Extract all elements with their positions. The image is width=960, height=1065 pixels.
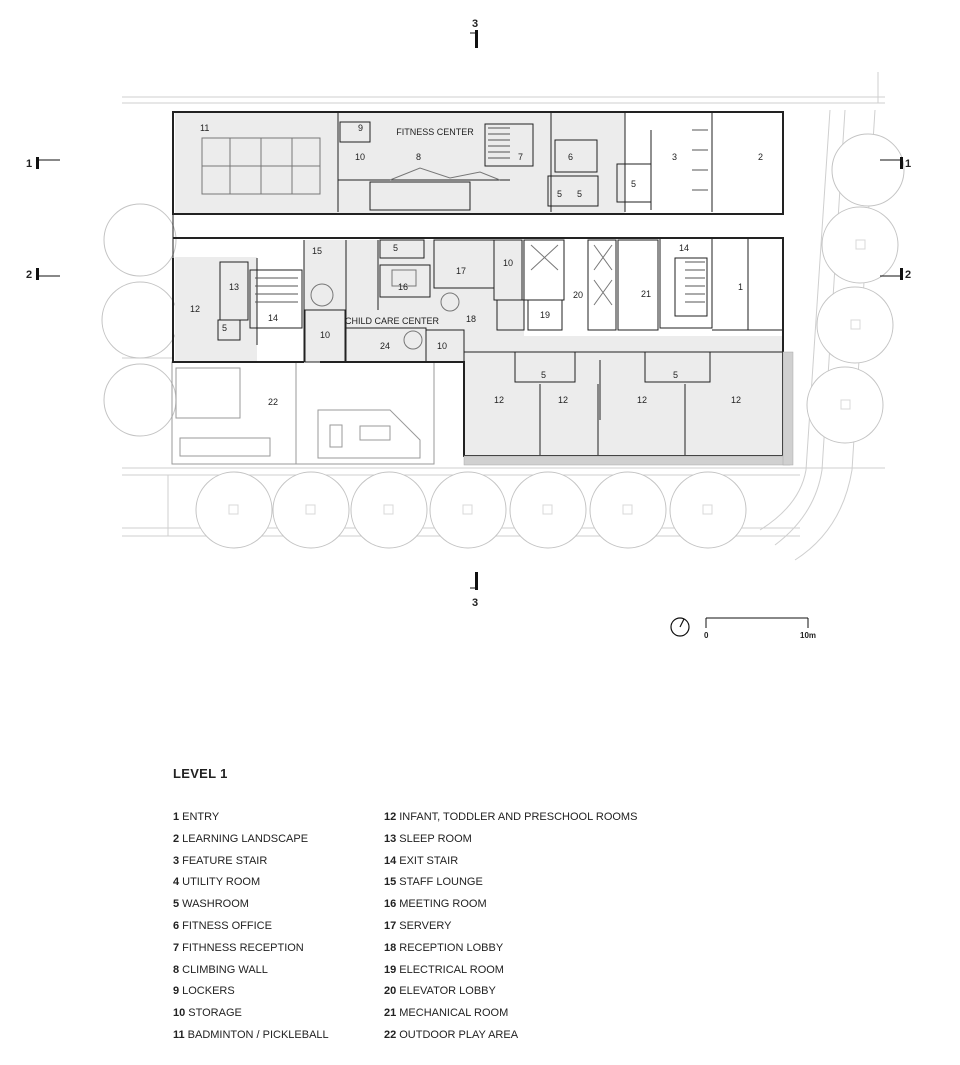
legend-item-number: 21	[384, 1007, 397, 1020]
legend-item-number: 3	[173, 854, 180, 867]
legend-item-label: CLIMBING WALL	[182, 963, 268, 976]
legend-item	[384, 963, 637, 985]
legend-item	[173, 1006, 329, 1028]
legend-item-label: FITHNESS RECEPTION	[182, 941, 304, 954]
room-number: 17	[456, 266, 467, 276]
legend-item-number: 9	[173, 985, 180, 998]
legend-item-label: MEETING ROOM	[399, 898, 487, 911]
room-number: 18	[466, 314, 477, 324]
legend-item-number: 13	[384, 832, 397, 845]
legend-item-number: 19	[384, 963, 397, 976]
legend-item-number: 15	[384, 876, 397, 889]
legend-item	[173, 832, 329, 854]
room-number: 10	[437, 341, 448, 351]
legend-item-number: 6	[173, 919, 180, 932]
legend-item	[173, 810, 329, 832]
room-number: 5	[673, 370, 679, 380]
legend-item-number: 11	[173, 1028, 185, 1041]
room-number: 12	[637, 395, 648, 405]
room-number: 5	[393, 243, 399, 253]
tree-row-west	[102, 204, 178, 436]
legend-right-column	[384, 810, 637, 1050]
room-number: 5	[557, 189, 563, 199]
legend-item	[173, 941, 329, 963]
legend-item-label: BADMINTON / PICKLEBALL	[187, 1028, 329, 1041]
legend-item-label: SERVERY	[399, 919, 452, 932]
legend-item	[173, 897, 329, 919]
label-fitness-center: FITNESS CENTER	[396, 127, 474, 137]
section-marker-3-bottom: 3	[472, 597, 479, 609]
room-number: 12	[494, 395, 505, 405]
legend-item-label: ELECTRICAL ROOM	[399, 963, 504, 976]
legend-item-number: 4	[173, 876, 180, 889]
legend-item-number: 14	[384, 854, 397, 867]
room-number: 24	[380, 341, 391, 351]
scale-start-label: 0	[704, 631, 709, 640]
legend-item-label: INFANT, TODDLER AND PRESCHOOL ROOMS	[399, 811, 638, 823]
legend-item	[173, 1028, 329, 1050]
legend-item-number: 1	[173, 811, 180, 823]
legend-item-number: 22	[384, 1028, 397, 1041]
section-marker-3-top: 3	[472, 18, 479, 30]
section-marker-1-right: 1	[905, 158, 912, 170]
legend-item-label: EXIT STAIR	[399, 854, 459, 867]
legend-item-number: 5	[173, 898, 180, 911]
room-number: 10	[355, 152, 366, 162]
legend-item-number: 18	[384, 941, 397, 954]
section-marker-2-right: 2	[905, 269, 912, 281]
legend-item	[384, 854, 637, 876]
room-number: 10	[503, 258, 514, 268]
room-number: 3	[672, 152, 678, 162]
room-number: 21	[641, 289, 652, 299]
room-number: 15	[312, 246, 323, 256]
room-number: 7	[518, 152, 524, 162]
legend-item	[173, 984, 329, 1006]
room-number: 11	[200, 123, 210, 133]
room-number: 14	[679, 243, 690, 253]
label-child-care-center: CHILD CARE CENTER	[344, 316, 440, 326]
legend-item-label: ELEVATOR LOBBY	[399, 985, 496, 998]
room-number: 10	[320, 330, 331, 340]
room-number: 6	[568, 152, 574, 162]
legend-item-number: 8	[173, 963, 180, 976]
legend-item	[173, 919, 329, 941]
room-number: 12	[190, 304, 201, 314]
room-number: 14	[268, 313, 279, 323]
legend-left-column	[173, 810, 329, 1050]
legend-item-label: ENTRY	[182, 811, 220, 823]
legend-item	[173, 854, 329, 876]
legend-item-label: RECEPTION LOBBY	[399, 941, 504, 954]
legend-item-label: OUTDOOR PLAY AREA	[399, 1028, 519, 1041]
room-number: 1	[738, 282, 744, 292]
legend-item	[384, 941, 637, 963]
legend-item	[384, 1006, 637, 1028]
legend-item-number: 7	[173, 941, 180, 954]
legend-item	[384, 875, 637, 897]
legend-item-label: MECHANICAL ROOM	[399, 1007, 509, 1020]
legend-item	[384, 810, 637, 832]
legend-item-label: FITNESS OFFICE	[182, 919, 272, 932]
room-number: 5	[577, 189, 583, 199]
section-marker-2-left: 2	[26, 269, 33, 281]
legend-item-label: WASHROOM	[182, 898, 249, 911]
legend-item-number: 12	[384, 811, 397, 823]
room-number: 12	[731, 395, 742, 405]
legend-item	[384, 984, 637, 1006]
room-number: 16	[398, 282, 409, 292]
outdoor-play-area	[172, 362, 434, 464]
legend-item	[173, 963, 329, 985]
room-number: 20	[573, 290, 584, 300]
legend-item-number: 17	[384, 919, 397, 932]
room-number: 2	[758, 152, 764, 162]
legend-item-label: LEARNING LANDSCAPE	[182, 832, 309, 845]
tree-row-east	[807, 134, 904, 443]
room-number: 12	[558, 395, 569, 405]
legend-item-label: UTILITY ROOM	[182, 876, 261, 889]
legend-item-label: FEATURE STAIR	[182, 854, 268, 867]
room-number: 22	[268, 397, 279, 407]
room-number: 13	[229, 282, 240, 292]
legend-item-number: 20	[384, 985, 397, 998]
legend-item	[384, 832, 637, 854]
tree-row-south	[196, 472, 746, 548]
legend-item-number: 10	[173, 1007, 186, 1020]
legend-item	[384, 1028, 637, 1050]
building-floor	[175, 113, 784, 456]
room-number: 5	[631, 179, 637, 189]
legend-item-label: STORAGE	[188, 1007, 242, 1020]
room-number: 5	[222, 323, 228, 333]
scale-bar	[706, 618, 808, 628]
legend-title: LEVEL 1	[173, 766, 228, 781]
legend-item-label: STAFF LOUNGE	[399, 876, 483, 889]
section-marker-1-left: 1	[26, 158, 33, 170]
legend-item	[384, 897, 637, 919]
legend-item-number: 2	[173, 832, 180, 845]
north-arrow-icon	[671, 618, 689, 636]
room-number: 9	[358, 123, 364, 133]
scale-end-label: 10m	[800, 631, 817, 640]
legend-item-label: LOCKERS	[182, 985, 235, 998]
room-number: 19	[540, 310, 551, 320]
room-number: 8	[416, 152, 422, 162]
legend-item	[173, 875, 329, 897]
legend-item-label: SLEEP ROOM	[399, 832, 472, 845]
legend-item-number: 16	[384, 898, 397, 911]
legend-item	[384, 919, 637, 941]
room-number: 5	[541, 370, 547, 380]
